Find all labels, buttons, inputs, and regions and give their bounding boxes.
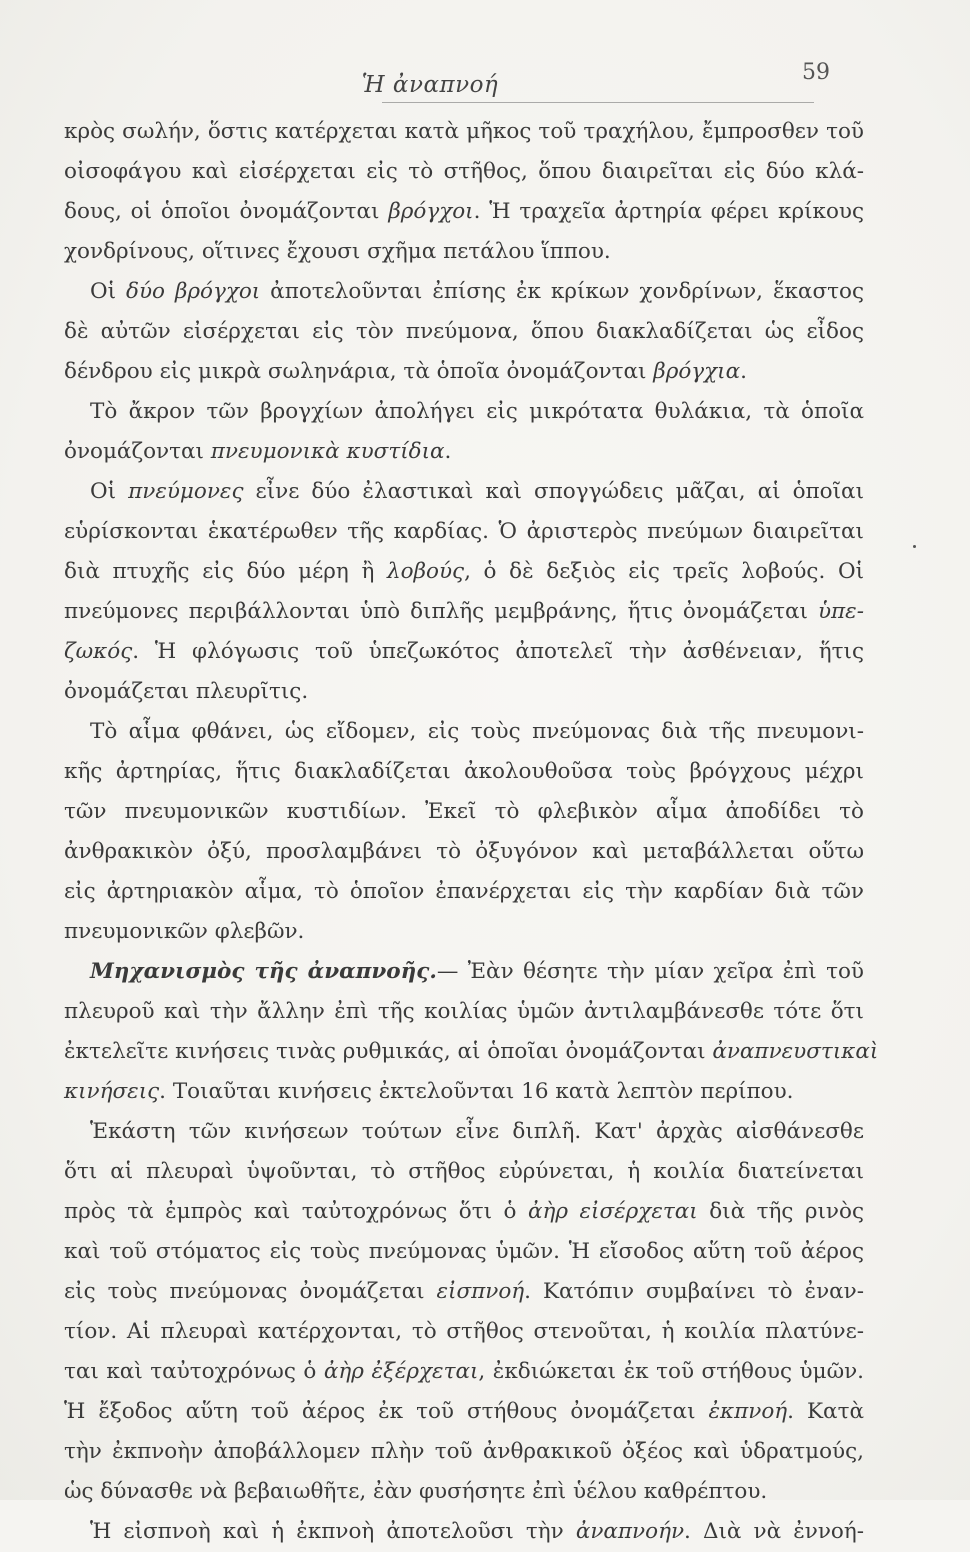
italic-term: εἰσπνοή	[436, 1279, 525, 1304]
text-line: ὀνομάζονται πνευμονικὰ κυστίδια.	[64, 439, 452, 464]
header-rule	[382, 102, 814, 103]
italic-term: ἀναπνευστικαὶ	[712, 1039, 879, 1064]
text-line: εὑρίσκονται ἑκατέρωθεν τῆς καρδίας. Ὁ ἀριστερὸς πνεύμων διαιρεῖται	[64, 519, 864, 544]
text-line: κρὸς σωλήν, ὅστις κατέρχεται κατὰ μῆκος τοῦ τραχήλου, ἔμπροσθεν τοῦ	[64, 119, 864, 144]
text-line: χονδρίνους, οἵτινες ἔχουσι σχῆμα πετάλου ἵππου.	[64, 239, 611, 264]
italic-term: λοβούς	[387, 559, 465, 584]
text-line: κινήσεις. Τοιαῦται κινήσεις ἐκτελοῦνται 16 κατὰ λεπτὸν περίπου.	[64, 1079, 794, 1104]
text-line: Οἱ δύο βρόγχοι ἀποτελοῦνται ἐπίσης ἐκ κρίκων χονδρίνων, ἕκαστος	[90, 279, 865, 304]
text-line: ἀνθρακικὸν ὀξύ, προσλαμβάνει τὸ ὀξυγόνον καὶ μεταβάλλεται οὕτω	[64, 839, 864, 864]
italic-term: ἀὴρ εἰσέρχεται	[527, 1199, 698, 1224]
text-line: εἰς ἀρτηριακὸν αἷμα, τὸ ὁποῖον ἐπανέρχεται εἰς τὴν καρδίαν διὰ τῶν	[64, 879, 864, 904]
running-title: Ἡ ἀναπνοή	[361, 72, 499, 98]
text-line: πνεύμονες περιβάλλονται ὑπὸ διπλῆς μεμβράνης, ἥτις ὀνομάζεται ὑπε-	[64, 599, 864, 624]
text-line: Ἡ ἔξοδος αὕτη τοῦ ἀέρος ἐκ τοῦ στήθους ὀνομάζεται ἐκπνοή. Κατὰ	[64, 1399, 864, 1424]
text-line: πρὸς τὰ ἐμπρὸς καὶ ταὐτοχρόνως ὅτι ὁ ἀὴρ εἰσέρχεται διὰ τῆς ρινὸς	[64, 1199, 864, 1224]
text-line: οἰσοφάγου καὶ εἰσέρχεται εἰς τὸ στῆθος, ὅπου διαιρεῖται εἰς δύο κλά-	[64, 159, 864, 184]
text-line: ται καὶ ταὐτοχρόνως ὁ ἀὴρ ἐξέρχεται, ἐκδιώκεται ἐκ τοῦ στήθους ὑμῶν.	[64, 1359, 865, 1384]
text-line: Τὸ ἄκρον τῶν βρογχίων ἀπολήγει εἰς μικρότατα θυλάκια, τὰ ὁποῖα	[90, 399, 864, 424]
margin-speck	[913, 545, 916, 548]
page-number: 59	[802, 60, 830, 85]
text-line: Τὸ αἷμα φθάνει, ὡς εἴδομεν, εἰς τοὺς πνεύμονας διὰ τῆς πνευμονι-	[90, 719, 864, 744]
text-line: δὲ αὐτῶν εἰσέρχεται εἰς τὸν πνεύμονα, ὅπου διακλαδίζεται ὡς εἶδος	[64, 319, 864, 344]
text-line: Μηχανισμὸς τῆς ἀναπνοῆς.— Ἐὰν θέσητε τὴν μίαν χεῖρα ἐπὶ τοῦ	[90, 959, 864, 984]
text-line: πνευμονικῶν φλεβῶν.	[64, 919, 305, 944]
italic-term: ἐκπνοή	[708, 1399, 788, 1424]
italic-term: πνεύμονες	[128, 479, 244, 504]
body-text	[64, 112, 879, 1552]
italic-term: πνευμονικὰ κυστίδια	[210, 439, 445, 464]
text-line: δους, οἱ ὁποῖοι ὀνομάζονται βρόγχοι. Ἡ τραχεῖα ἀρτηρία φέρει κρίκους	[64, 199, 865, 224]
text-line: τίον. Αἱ πλευραὶ κατέρχονται, τὸ στῆθος στενοῦται, ἡ κοιλία πλατύνε-	[64, 1319, 864, 1344]
text-line: Ἑκάστη τῶν κινήσεων τούτων εἶνε διπλῆ. Κατ' ἀρχὰς αἰσθάνεσθε	[90, 1119, 864, 1144]
italic-term: δύο βρόγχοι	[126, 279, 261, 304]
italic-term: ζωκός	[64, 639, 133, 664]
text-line: τὴν ἐκπνοὴν ἀποβάλλομεν πλὴν τοῦ ἀνθρακικοῦ ὀξέος καὶ ὑδρατμούς,	[64, 1439, 864, 1464]
text-line: ζωκός. Ἡ φλόγωσις τοῦ ὑπεζωκότος ἀποτελεῖ τὴν ἀσθένειαν, ἥτις	[64, 639, 864, 664]
italic-term: βρόγχια	[653, 359, 741, 384]
text-line: κῆς ἀρτηρίας, ἥτις διακλαδίζεται ἀκολουθοῦσα τοὺς βρόγχους μέχρι	[64, 759, 864, 784]
text-line: εἰς τοὺς πνεύμονας ὀνομάζεται εἰσπνοή. Κατόπιν συμβαίνει τὸ ἐναν-	[64, 1279, 864, 1304]
text-line: ὀνομάζεται πλευρῖτις.	[64, 679, 309, 704]
italic-term: ὑπε-	[817, 599, 864, 624]
section-heading: Μηχανισμὸς τῆς ἀναπνοῆς.	[90, 959, 437, 984]
text-line: ὅτι αἱ πλευραὶ ὑψοῦνται, τὸ στῆθος εὐρύνεται, ἡ κοιλία διατείνεται	[64, 1159, 864, 1184]
italic-term: ἀὴρ ἐξέρχεται	[323, 1359, 479, 1384]
text-line: τῶν πνευμονικῶν κυστιδίων. Ἐκεῖ τὸ φλεβικὸν αἷμα ἀποδίδει τὸ	[64, 799, 864, 824]
text-line: Ἡ εἰσπνοὴ καὶ ἡ ἐκπνοὴ ἀποτελοῦσι τὴν ἀναπνοήν. Διὰ νὰ ἐννοή-	[90, 1519, 865, 1544]
text-line: δένδρου εἰς μικρὰ σωληνάρια, τὰ ὁποῖα ὀνομάζονται βρόγχια.	[64, 359, 747, 384]
text-line: ὡς δύνασθε νὰ βεβαιωθῆτε, ἐὰν φυσήσητε ἐπὶ ὑέλου καθρέπτου.	[64, 1479, 768, 1504]
text-line: διὰ πτυχῆς εἰς δύο μέρη ἢ λοβούς, ὁ δὲ δεξιὸς εἰς τρεῖς λοβούς. Οἱ	[64, 559, 864, 584]
text-line: Οἱ πνεύμονες εἶνε δύο ἐλαστικαὶ καὶ σπογγώδεις μᾶζαι, αἱ ὁποῖαι	[90, 479, 864, 504]
italic-term: βρόγχοι	[388, 199, 474, 224]
italic-term: κινήσεις	[64, 1079, 160, 1104]
text-line: καὶ τοῦ στόματος εἰς τοὺς πνεύμονας ὑμῶν. Ἡ εἴσοδος αὕτη τοῦ ἀέρος	[64, 1239, 864, 1264]
italic-term: ἀναπνοήν	[575, 1519, 685, 1544]
text-line: πλευροῦ καὶ τὴν ἄλλην ἐπὶ τῆς κοιλίας ὑμῶν ἀντιλαμβάνεσθε τότε ὅτι	[64, 999, 864, 1024]
text-line: ἐκτελεῖτε κινήσεις τινὰς ρυθμικάς, αἱ ὁποῖαι ὀνομάζονται ἀναπνευστικαὶ	[64, 1039, 879, 1064]
